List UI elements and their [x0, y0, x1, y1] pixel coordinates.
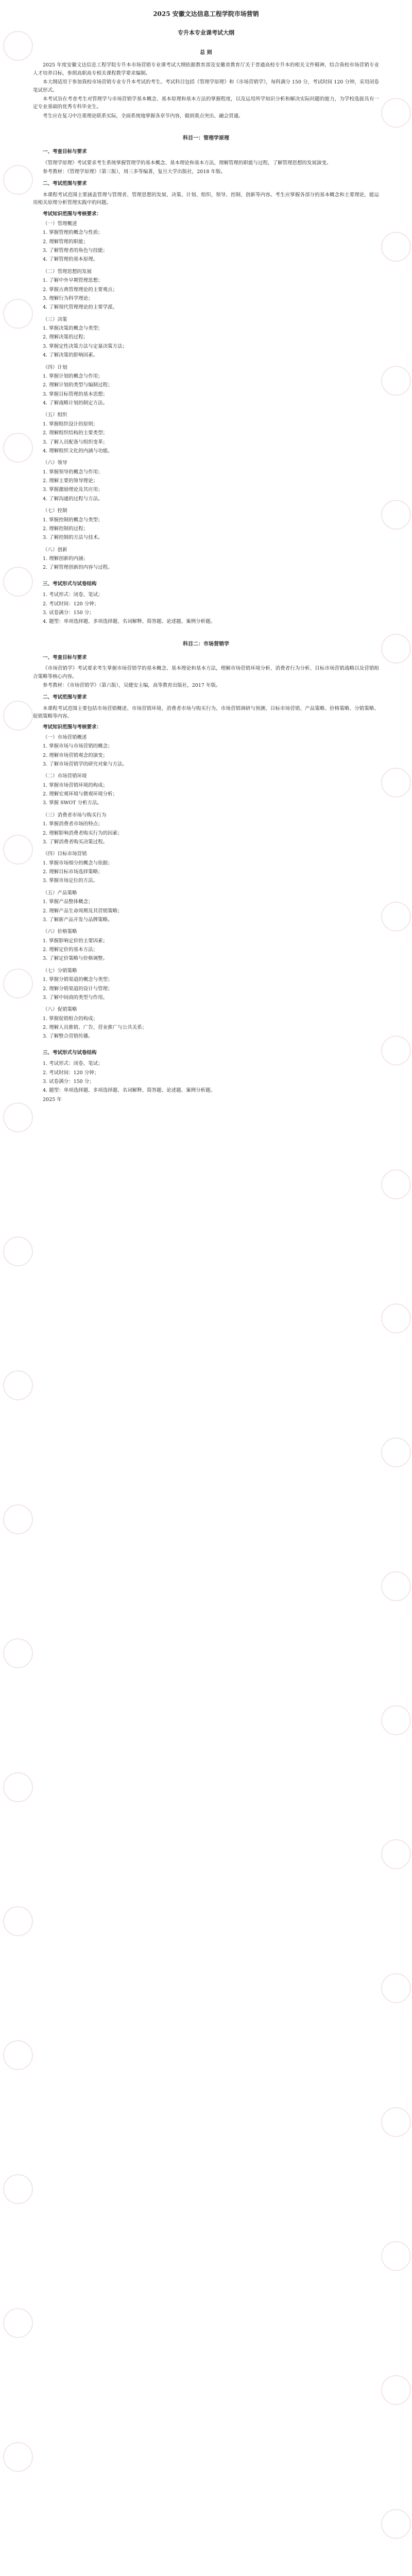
watermark-seal-icon [381, 2509, 411, 2539]
unit-item: 3. 了解市场营销学的研究对象与方法。 [43, 761, 128, 767]
unit-item: 4. 理解组织文化的内涵与功能。 [43, 448, 113, 454]
watermark-seal-icon [381, 1571, 411, 1601]
unit-item: 3. 了解定价策略与价格调整。 [43, 956, 108, 962]
watermark-seal-icon [3, 1504, 33, 1534]
unit-item: 1. 掌握市场细分的概念与依据； [43, 860, 113, 866]
unit-item: 1. 掌握领导的概念与作用； [43, 469, 103, 475]
watermark-seal-icon [3, 1236, 33, 1266]
exam-item: 4. 题型：单项选择题、多项选择题、名词解释、简答题、论述题、案例分析题。 [43, 619, 216, 625]
watermark-seal-icon [381, 1437, 411, 1467]
subject-title: 科目二：市场营销学 [183, 641, 229, 647]
unit-item: 1. 掌握市场营销环境的构成； [43, 782, 108, 788]
section-paragraph: 参考教材：《市场营销学》（第六版），吴健安主编，高等教育出版社，2017 年版。 [43, 682, 221, 688]
unit-heading: （四）计划 [43, 364, 67, 370]
watermark-seal-icon [3, 1906, 33, 1936]
unit-item: 1. 掌握促销组合的构成； [43, 1015, 98, 1022]
unit-item: 2. 理解市场营销观念的演变； [43, 752, 108, 758]
unit-item: 3. 掌握 SWOT 分析方法。 [43, 800, 102, 806]
unit-item: 1. 了解中外早期管理思想； [43, 278, 103, 284]
document-title: 2025 安徽文达信息工程学院市场营销 [153, 10, 259, 18]
unit-heading: （二）市场营销环境 [43, 773, 87, 779]
watermark-seal-icon [381, 1170, 411, 1199]
unit-heading: （七）控制 [43, 508, 67, 514]
unit-item: 3. 了解消费者购买决策过程。 [43, 839, 108, 845]
unit-item: 4. 了解决策的影响因素。 [43, 352, 98, 359]
knowledge-heading: 考试知识范围与考核要求： [43, 211, 102, 217]
unit-item: 1. 掌握计划的概念与作用； [43, 373, 103, 379]
exam-item: 2. 考试时间：120 分钟； [43, 601, 99, 607]
unit-heading: （六）领导 [43, 460, 67, 466]
unit-item: 1. 掌握分销渠道的概念与类型； [43, 977, 113, 983]
unit-heading: （一）管理概述 [43, 221, 77, 227]
unit-item: 2. 理解决策的过程； [43, 334, 89, 341]
unit-item: 3. 掌握激励理论及其应用； [43, 487, 103, 493]
unit-heading: （八）促销策略 [43, 1007, 77, 1013]
unit-item: 2. 理解影响消费者购买行为的因素； [43, 830, 123, 836]
unit-heading: （二）管理思想的发展 [43, 268, 92, 275]
intro-section [33, 61, 379, 120]
unit-item: 2. 理解主要的领导理论； [43, 478, 98, 484]
watermark-seal-icon [3, 1772, 33, 1802]
unit-item: 3. 了解管理者的角色与技能； [43, 248, 108, 253]
unit-heading: （七）分销策略 [43, 968, 77, 974]
section-paragraph: 《市场营销学》考试要求考生掌握市场营销学的基本概念、基本理论和基本方法，理解市场营销环境分析、消费者行为分析、目标市场营销战略以及营销组合策略等核心内容。 [33, 666, 379, 680]
unit-heading: （五）产品策略 [43, 890, 77, 896]
watermark-seal-icon [381, 2241, 411, 2271]
section-heading: 一、考查目标与要求 [43, 654, 87, 660]
section-heading: 二、考试范围与要求 [43, 181, 87, 187]
unit-item: 2. 理解组织结构的主要类型； [43, 430, 108, 436]
unit-heading: （八）创新 [43, 547, 67, 553]
watermark-seal-icon [3, 1638, 33, 1668]
section-heading: 二、考试范围与要求 [43, 694, 87, 701]
subject-section-1 [33, 134, 379, 626]
intro-paragraph: 本大纲适用于参加我校市场营销专业专升本考试的考生。考试科目包括《管理学原理》和《市场营销学》，每科满分 150 分，考试时间 120 分钟，采用闭卷笔试形式。 [33, 79, 379, 93]
watermark-seal-icon [3, 1103, 33, 1132]
unit-item: 1. 掌握组织设计的原则； [43, 421, 98, 427]
intro-heading: 总 则 [200, 50, 212, 56]
watermark-seal-icon [3, 2040, 33, 2070]
unit-item: 3. 了解新产品开发与品牌策略。 [43, 917, 113, 923]
unit-item: 2. 理解人员推销、广告、营业推广与公共关系； [43, 1025, 147, 1031]
unit-heading: （三）决策 [43, 316, 67, 323]
unit-item: 2. 理解控制的过程； [43, 526, 89, 532]
section-heading: 三、考试形式与试卷结构 [43, 581, 97, 587]
watermark-seal-icon [381, 1303, 411, 1333]
section-heading: 三、考试形式与试卷结构 [43, 1049, 97, 1056]
unit-item: 2. 理解定价的基本方法； [43, 947, 98, 953]
unit-item: 1. 掌握产品整体概念； [43, 899, 93, 905]
unit-item: 2. 理解计划的类型与编制过程； [43, 382, 113, 388]
unit-item: 2. 了解管理创新的内容与过程。 [43, 565, 113, 571]
unit-heading: （一）市场营销概述 [43, 734, 87, 740]
unit-item: 1. 掌握管理的概念与性质； [43, 230, 103, 236]
unit-item: 3. 掌握市场定位的方法。 [43, 878, 98, 884]
intro-paragraph: 本考试旨在考查考生对管理学与市场营销学基本概念、基本原理和基本方法的掌握程度，以及运用所学知识分析和解决实际问题的能力，为学校选拔具有一定专业基础的优秀专科毕业生。 [33, 96, 379, 110]
unit-heading: （四）目标市场营销 [43, 851, 87, 857]
exam-item: 4. 题型：单项选择题、多项选择题、名词解释、简答题、论述题、案例分析题。 [43, 1088, 216, 1094]
document-subtitle: 专升本专业课考试大纲 [178, 29, 234, 37]
unit-item: 2. 理解产品生命周期及其营销策略； [43, 908, 123, 914]
watermark-seal-icon [381, 2107, 411, 2137]
subject-section-2 [33, 640, 379, 1104]
unit-item: 4. 了解战略计划的制定方法。 [43, 400, 108, 406]
watermark-seal-icon [381, 1973, 411, 2003]
unit-item: 1. 掌握影响定价的主要因素； [43, 938, 108, 944]
unit-item: 3. 了解中间商的类型与作用。 [43, 994, 108, 1001]
section-paragraph: 参考教材：《管理学原理》（第三版），周三多等编著，复旦大学出版社，2018 年版。 [43, 169, 226, 175]
watermark-seal-icon [3, 2174, 33, 2204]
unit-heading: （五）组织 [43, 412, 67, 418]
watermark-seal-icon [381, 1705, 411, 1735]
intro-paragraph: 2025 年度安徽文达信息工程学院专升本市场营销专业课考试大纲依据教育部及安徽省教育厅关于普通高校专升本的相关文件精神，结合我校市场营销专业人才培养目标，参照高职高专相关课程教学要求编制。 [33, 62, 379, 76]
unit-item: 2. 掌握古典管理理论的主要观点； [43, 286, 118, 293]
section-heading: 一、考查目标与要求 [43, 149, 87, 155]
section-paragraph: 《管理学原理》考试要求考生系统掌握管理学的基本概念、基本理论和基本方法，理解管理的职能与过程，了解管理思想的发展演变。 [43, 160, 332, 166]
watermark-seal-icon [3, 2442, 33, 2472]
unit-item: 2. 理解分销渠道的设计与管理； [43, 986, 113, 992]
exam-item: 1. 考试形式：闭卷、笔试； [43, 592, 103, 598]
unit-item: 1. 理解创新的内涵； [43, 556, 89, 562]
watermark-seal-icon [381, 2375, 411, 2405]
unit-item: 3. 掌握定性决策方法与定量决策方法； [43, 343, 128, 349]
unit-item: 1. 掌握市场与市场营销的概念； [43, 743, 113, 750]
unit-item: 1. 掌握消费者市场的特点； [43, 821, 103, 827]
watermark-seal-icon [3, 2308, 33, 2338]
unit-item: 3. 了解控制的方法与技术。 [43, 535, 103, 541]
section-paragraph: 本课程考试范围主要包括市场营销概述、市场营销环境、消费者市场与购买行为、市场营销调研与预测、目标市场营销、产品策略、价格策略、分销策略、促销策略等内容。 [33, 705, 379, 720]
exam-item: 2. 考试时间：120 分钟； [43, 1070, 99, 1076]
unit-item: 1. 掌握决策的概念与类型； [43, 326, 103, 331]
watermark-seal-icon [381, 1839, 411, 1869]
unit-item: 4. 了解管理的基本原理。 [43, 257, 98, 263]
section-paragraph: 本课程考试范围主要涵盖管理与管理者、管理思想的发展、决策、计划、组织、领导、控制、创新等内容。考生应掌握各部分的基本概念和主要理论，能运用相关原理分析管理实践中的问题。 [33, 192, 379, 206]
knowledge-heading: 考试知识范围与考核要求： [43, 724, 102, 731]
unit-item: 4. 了解沟通的过程与方法。 [43, 496, 103, 502]
intro-paragraph: 考生应在复习中注重理论联系实际，全面系统地掌握各章节内容，做到重点突出、融会贯通。 [43, 113, 244, 119]
unit-item: 2. 理解宏观环境与微观环境分析； [43, 791, 118, 798]
unit-item: 3. 理解行为科学理论； [43, 295, 93, 301]
exam-item: 3. 试卷满分：150 分； [43, 1078, 94, 1084]
unit-item: 3. 了解整合营销传播。 [43, 1033, 93, 1040]
unit-item: 2. 理解目标市场选择策略； [43, 869, 103, 875]
unit-item: 1. 掌握控制的概念与类型； [43, 517, 103, 523]
watermark-seal-icon [3, 1370, 33, 1400]
unit-item: 2. 理解管理的职能； [43, 239, 89, 245]
subject-title: 科目一：管理学原理 [183, 135, 229, 142]
unit-item: 4. 了解现代管理理论的主要学派。 [43, 304, 118, 311]
unit-heading: （三）消费者市场与购买行为 [43, 812, 107, 818]
unit-heading: （六）价格策略 [43, 929, 77, 935]
document-content [0, 0, 412, 1104]
closing-line: 2025 年 [43, 1096, 62, 1103]
unit-item: 3. 掌握目标管理的基本思想； [43, 391, 108, 397]
exam-item: 3. 试卷满分：150 分； [43, 609, 94, 616]
unit-item: 3. 了解人员配备与组织变革； [43, 439, 108, 445]
exam-item: 1. 考试形式：闭卷、笔试； [43, 1061, 103, 1067]
